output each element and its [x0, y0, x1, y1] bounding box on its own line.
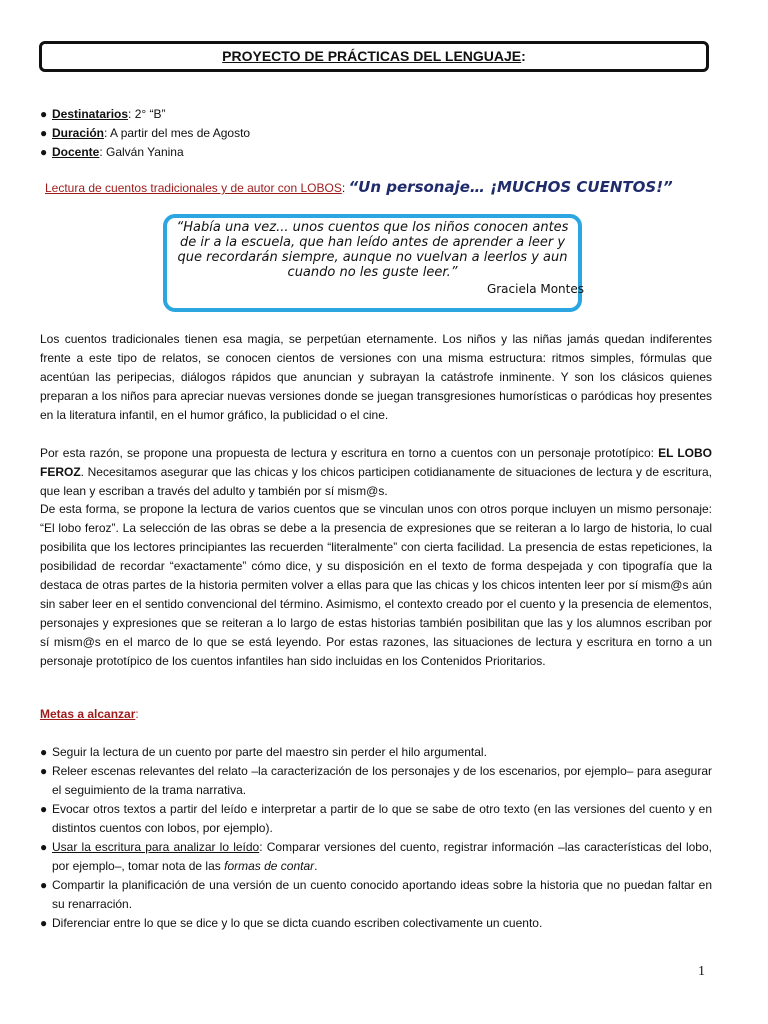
info-list	[40, 105, 250, 162]
subtitle-red: Lectura de cuentos tradicionales y de autor con LOBOS	[45, 181, 342, 195]
bullet-icon: ●	[40, 107, 48, 121]
info-label: Docente	[52, 145, 100, 159]
subtitle-sep: :	[341, 181, 349, 195]
title-box	[39, 41, 709, 72]
goal-text: Releer escenas relevantes del relato –la caracterización de los personajes y de los escenarios, por ejemplo– para asegurar el seguimiento de la trama narrativa.	[52, 764, 712, 797]
info-value: : Galván Yanina	[99, 145, 184, 159]
paragraph-2	[40, 444, 712, 501]
goal-text: : Comparar versiones del cuento, registrar información –las características del lobo, por ejemplo–, tomar nota de las	[52, 840, 712, 873]
info-value: : A partir del mes de Agosto	[104, 126, 251, 140]
goal-text: Seguir la lectura de un cuento por parte del maestro sin perder el hilo argumental.	[52, 745, 487, 759]
goal-item	[40, 914, 712, 933]
goal-text: Diferenciar entre lo que se dice y lo que se dicta cuando escriben colectivamente un cuento.	[52, 916, 543, 930]
metas-colon: :	[135, 707, 139, 721]
info-label: Destinatarios	[52, 107, 129, 121]
page-title: PROYECTO DE PRÁCTICAS DEL LENGUAJE	[222, 48, 522, 64]
metas-heading	[40, 707, 139, 721]
goal-item	[40, 876, 712, 914]
bullet-icon: ●	[40, 126, 48, 140]
goals-list	[40, 743, 712, 933]
paragraph-2-text-a: Por esta razón, se propone una propuesta de lectura y escritura en torno a cuentos con un personaje prototípico:	[40, 446, 659, 460]
info-value: : 2° “B”	[128, 107, 166, 121]
goal-text: .	[314, 859, 318, 873]
bullet-icon: ●	[40, 802, 48, 816]
goal-item	[40, 838, 712, 876]
bullet-icon: ●	[40, 840, 48, 854]
page-number: 1	[698, 964, 705, 979]
bullet-icon: ●	[40, 764, 48, 778]
bullet-icon: ●	[40, 745, 48, 759]
goal-italic: formas de contar	[224, 859, 315, 873]
goal-text: Evocar otros textos a partir del leído e interpretar a partir de lo que se sabe de otro texto (en las versiones del cuento y en distintos cuentos con lobos, por ejemplo).	[52, 802, 712, 835]
project-subtitle	[45, 178, 725, 196]
goal-item	[40, 800, 712, 838]
info-item	[40, 124, 250, 143]
bullet-icon: ●	[40, 145, 48, 159]
goal-text: Compartir la planificación de una versión de un cuento conocido aportando ideas sobre la historia que no puedan faltar en su renarración.	[52, 878, 712, 911]
goal-underlined: Usar la escritura para analizar lo leído	[52, 840, 260, 854]
quote-text: “Había una vez... unos cuentos que los niños conocen antes de ir a la escuela, que han leído antes de aprender a leer y que recordarán siempre, aunque no vuelvan a leerlos y aun cuando no les guste leer.”	[176, 220, 569, 280]
info-item	[40, 143, 250, 162]
subtitle-blue: “Un personaje… ¡MUCHOS CUENTOS!”	[348, 178, 673, 196]
paragraph-2-bold: EL LOBO FEROZ	[40, 446, 712, 479]
goal-item	[40, 743, 712, 762]
quote-box	[163, 214, 582, 312]
metas-label: Metas a alcanzar	[40, 707, 136, 721]
info-item	[40, 105, 250, 124]
bullet-icon: ●	[40, 878, 48, 892]
goal-item	[40, 762, 712, 800]
title-colon: :	[521, 48, 526, 64]
paragraph-2-text-b: . Necesitamos asegurar que las chicas y los chicos participen cotidianamente de situaciones de lectura y de escritura, que lean y escriban a través del adulto y también por sí mism@s.	[40, 465, 712, 498]
bullet-icon: ●	[40, 916, 48, 930]
quote-author: Graciela Montes	[486, 282, 584, 296]
paragraph-1: Los cuentos tradicionales tienen esa magia, se perpetúan eternamente. Los niños y las niñas jamás quedan indiferentes frente a este tipo de relatos, se conocen cientos de versiones con una misma estructura: ritmos simples, fórmulas que acentúan las peripecias, diálogos rápidos que anuncian y subrayan la catástrofe inminente. Y son los clásicos quienes preparan a los niños para apreciar nuevas versiones donde se juegan transgresiones humorísticas o paródicas hoy presentes en la literatura infantil, en el humor gráfico, la publicidad o el cine.	[40, 332, 712, 422]
paragraph-3: De esta forma, se propone la lectura de varios cuentos que se vinculan unos con otros porque incluyen un mismo personaje: “El lobo feroz”. La selección de las obras se debe a la presencia de expresiones que se reiteran a lo largo de historia, lo cual posibilita que los lectores principiantes las recuerden “literalmente” con cierta facilidad. La presencia de estas repeticiones, la posibilidad de recordar “exactamente” cómo dice, y su disposición en el texto de forma despejada y con tipografía que la destaca de otras partes de la historia permiten volver a ellas para que las chicas y los chicos intenten leer por sí mism@s aún sin saber leer en el sentido convencional del término. Asimismo, el contexto creado por el cuento y la presencia de elementos, personajes y expresiones que se reiteran a lo largo de estas historias también posibilitan que las y los alumnos escriban por sí mism@s en el marco de lo que se está leyendo. Por estas razones, las situaciones de lectura y escritura en torno a un personaje prototípico de los cuentos infantiles han sido incluidas en los Contenidos Prioritarios.	[40, 502, 712, 668]
info-label: Duración	[52, 126, 105, 140]
